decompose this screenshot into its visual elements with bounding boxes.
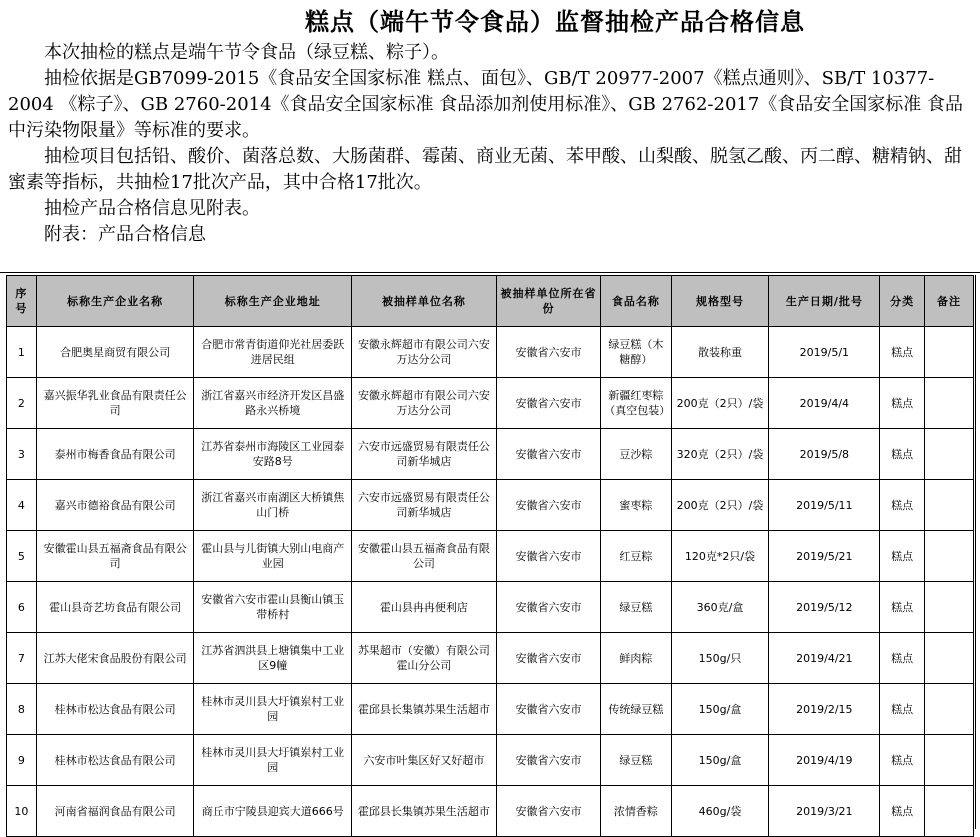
cell-food-name: 豆沙粽 xyxy=(601,429,671,480)
cell-province: 安徽省六安市 xyxy=(496,786,600,837)
cell-remark xyxy=(924,633,973,684)
table-row xyxy=(7,684,974,735)
cell-sampled-unit: 六安市叶集区好又好超市 xyxy=(352,735,497,786)
header-seq: 序号 xyxy=(7,276,37,327)
cell-address: 江苏省泰州市海陵区工业园泰安路8号 xyxy=(194,429,352,480)
cell-remark xyxy=(924,480,973,531)
cell-spec: 150g/盒 xyxy=(671,684,769,735)
cell-date: 2019/4/4 xyxy=(769,378,880,429)
cell-sampled-unit: 六安市远盛贸易有限责任公司新华城店 xyxy=(352,480,497,531)
qualified-products-table xyxy=(6,275,974,837)
cell-province: 安徽省六安市 xyxy=(496,633,600,684)
cell-address: 商丘市宁陵县迎宾大道666号 xyxy=(194,786,352,837)
cell-address: 安徽省六安市霍山县衡山镇玉带桥村 xyxy=(194,582,352,633)
cell-spec: 150g/盒 xyxy=(671,735,769,786)
cell-province: 安徽省六安市 xyxy=(496,327,600,378)
cell-address: 浙江省嘉兴市南湖区大桥镇焦山门桥 xyxy=(194,480,352,531)
cell-enterprise: 河南省福润食品有限公司 xyxy=(36,786,194,837)
cell-remark xyxy=(924,531,973,582)
table-row xyxy=(7,633,974,684)
cell-address: 合肥市常青街道仰光社居委跃进居民组 xyxy=(194,327,352,378)
cell-date: 2019/5/8 xyxy=(769,429,880,480)
cell-seq: 4 xyxy=(7,480,37,531)
cell-spec: 200克（2只）/袋 xyxy=(671,378,769,429)
cell-seq: 6 xyxy=(7,582,37,633)
cell-category: 糕点 xyxy=(880,378,925,429)
table-row xyxy=(7,582,974,633)
cell-food-name: 绿豆糕（木糖醇） xyxy=(601,327,671,378)
header-remark: 备注 xyxy=(924,276,973,327)
intro-items: 抽检项目包括铅、酸价、菌落总数、大肠菌群、霉菌、商业无菌、苯甲酸、山梨酸、脱氢乙酸、丙二醇、糖精钠、甜蜜素等指标，共抽检17批次产品，其中合格17批次。 xyxy=(8,146,962,193)
cell-enterprise: 桂林市松达食品有限公司 xyxy=(36,735,194,786)
document-title: 糕点（端午节令食品）监督抽检产品合格信息 xyxy=(305,7,805,36)
header-food-name: 食品名称 xyxy=(601,276,671,327)
table-row xyxy=(7,735,974,786)
cell-date: 2019/4/21 xyxy=(769,633,880,684)
cell-food-name: 绿豆糕 xyxy=(601,735,671,786)
cell-address: 浙江省嘉兴市经济开发区昌盛路永兴桥境 xyxy=(194,378,352,429)
cell-enterprise: 霍山县奇艺坊食品有限公司 xyxy=(36,582,194,633)
header-sampled-unit: 被抽样单位名称 xyxy=(352,276,497,327)
header-category: 分类 xyxy=(880,276,925,327)
cell-spec: 散装称重 xyxy=(671,327,769,378)
cell-category: 糕点 xyxy=(880,684,925,735)
cell-category: 糕点 xyxy=(880,786,925,837)
cell-date: 2019/2/15 xyxy=(769,684,880,735)
cell-spec: 320克（2只）/袋 xyxy=(671,429,769,480)
cell-address: 霍山县与儿街镇大别山电商产业园 xyxy=(194,531,352,582)
cell-sampled-unit: 苏果超市（安徽）有限公司霍山分公司 xyxy=(352,633,497,684)
table-row xyxy=(7,327,974,378)
cell-seq: 5 xyxy=(7,531,37,582)
cell-remark xyxy=(924,378,973,429)
cell-category: 糕点 xyxy=(880,582,925,633)
cell-seq: 8 xyxy=(7,684,37,735)
intro-attachment-label: 附表：产品合格信息 xyxy=(44,224,206,245)
cell-category: 糕点 xyxy=(880,429,925,480)
cell-province: 安徽省六安市 xyxy=(496,378,600,429)
cell-food-name: 传统绿豆糕 xyxy=(601,684,671,735)
table-right-border xyxy=(975,275,976,829)
cell-food-name: 红豆粽 xyxy=(601,531,671,582)
cell-enterprise: 合肥奥星商贸有限公司 xyxy=(36,327,194,378)
cell-spec: 120克*2只/袋 xyxy=(671,531,769,582)
cell-food-name: 浓情香粽 xyxy=(601,786,671,837)
cell-province: 安徽省六安市 xyxy=(496,480,600,531)
cell-address: 桂林市灵川县大圩镇岽村工业园 xyxy=(194,735,352,786)
cell-category: 糕点 xyxy=(880,327,925,378)
cell-seq: 10 xyxy=(7,786,37,837)
cell-category: 糕点 xyxy=(880,735,925,786)
cell-spec: 150g/只 xyxy=(671,633,769,684)
cell-province: 安徽省六安市 xyxy=(496,684,600,735)
header-address: 标称生产企业地址 xyxy=(194,276,352,327)
cell-sampled-unit: 霍山县冉冉便利店 xyxy=(352,582,497,633)
cell-category: 糕点 xyxy=(880,480,925,531)
cell-enterprise: 泰州市梅香食品有限公司 xyxy=(36,429,194,480)
cell-category: 糕点 xyxy=(880,531,925,582)
cell-remark xyxy=(924,327,973,378)
intro-see-attachment: 抽检产品合格信息见附表。 xyxy=(44,198,260,219)
cell-seq: 3 xyxy=(7,429,37,480)
cell-sampled-unit: 安徽永辉超市有限公司六安万达分公司 xyxy=(352,378,497,429)
divider-line xyxy=(0,272,980,273)
cell-province: 安徽省六安市 xyxy=(496,735,600,786)
cell-remark xyxy=(924,429,973,480)
cell-province: 安徽省六安市 xyxy=(496,531,600,582)
cell-spec: 200克（2只）/袋 xyxy=(671,480,769,531)
cell-remark xyxy=(924,684,973,735)
cell-date: 2019/5/21 xyxy=(769,531,880,582)
cell-date: 2019/4/19 xyxy=(769,735,880,786)
cell-remark xyxy=(924,582,973,633)
cell-sampled-unit: 霍邱县长集镇苏果生活超市 xyxy=(352,684,497,735)
cell-sampled-unit: 安徽霍山县五福斋食品有限公司 xyxy=(352,531,497,582)
table-body xyxy=(7,327,974,837)
cell-remark xyxy=(924,735,973,786)
cell-sampled-unit: 安徽永辉超市有限公司六安万达分公司 xyxy=(352,327,497,378)
cell-sampled-unit: 六安市远盛贸易有限责任公司新华城店 xyxy=(352,429,497,480)
cell-date: 2019/5/12 xyxy=(769,582,880,633)
cell-address: 江苏省泗洪县上塘镇集中工业区9幢 xyxy=(194,633,352,684)
cell-address: 桂林市灵川县大圩镇岽村工业园 xyxy=(194,684,352,735)
header-province: 被抽样单位所在省份 xyxy=(496,276,600,327)
cell-enterprise: 安徽霍山县五福斋食品有限公司 xyxy=(36,531,194,582)
cell-enterprise: 嘉兴振华乳业食品有限责任公司 xyxy=(36,378,194,429)
table-header-row xyxy=(7,276,974,327)
cell-food-name: 蜜枣粽 xyxy=(601,480,671,531)
cell-enterprise: 嘉兴市德裕食品有限公司 xyxy=(36,480,194,531)
intro-section xyxy=(8,40,972,248)
header-spec: 规格型号 xyxy=(671,276,769,327)
cell-seq: 1 xyxy=(7,327,37,378)
header-enterprise: 标称生产企业名称 xyxy=(36,276,194,327)
cell-spec: 460g/袋 xyxy=(671,786,769,837)
table-row xyxy=(7,531,974,582)
cell-spec: 360克/盒 xyxy=(671,582,769,633)
table-row xyxy=(7,480,974,531)
cell-seq: 9 xyxy=(7,735,37,786)
cell-food-name: 新疆红枣粽（真空包装） xyxy=(601,378,671,429)
header-date: 生产日期/批号 xyxy=(769,276,880,327)
cell-category: 糕点 xyxy=(880,633,925,684)
intro-basis: 抽检依据是GB7099-2015《食品安全国家标准 糕点、面包》、GB/T 20977-2007《糕点通则》、SB/T 10377-2004 《粽子》、GB 2760-2014《食品安全国家标准 食品添加剂使用标准》、GB 2762-2017《食品安全国家标准 食品中污染物限量》等标准的要求。 xyxy=(8,68,964,141)
cell-enterprise: 江苏大佬宋食品股份有限公司 xyxy=(36,633,194,684)
cell-province: 安徽省六安市 xyxy=(496,429,600,480)
cell-food-name: 鲜肉粽 xyxy=(601,633,671,684)
table-row xyxy=(7,378,974,429)
cell-date: 2019/5/11 xyxy=(769,480,880,531)
cell-seq: 7 xyxy=(7,633,37,684)
cell-sampled-unit: 霍邱县长集镇苏果生活超市 xyxy=(352,786,497,837)
table-row xyxy=(7,429,974,480)
cell-enterprise: 桂林市松达食品有限公司 xyxy=(36,684,194,735)
cell-date: 2019/5/1 xyxy=(769,327,880,378)
cell-seq: 2 xyxy=(7,378,37,429)
cell-food-name: 绿豆糕 xyxy=(601,582,671,633)
cell-date: 2019/3/21 xyxy=(769,786,880,837)
intro-scope: 本次抽检的糕点是端午节令食品（绿豆糕、粽子）。 xyxy=(44,42,449,63)
cell-province: 安徽省六安市 xyxy=(496,582,600,633)
